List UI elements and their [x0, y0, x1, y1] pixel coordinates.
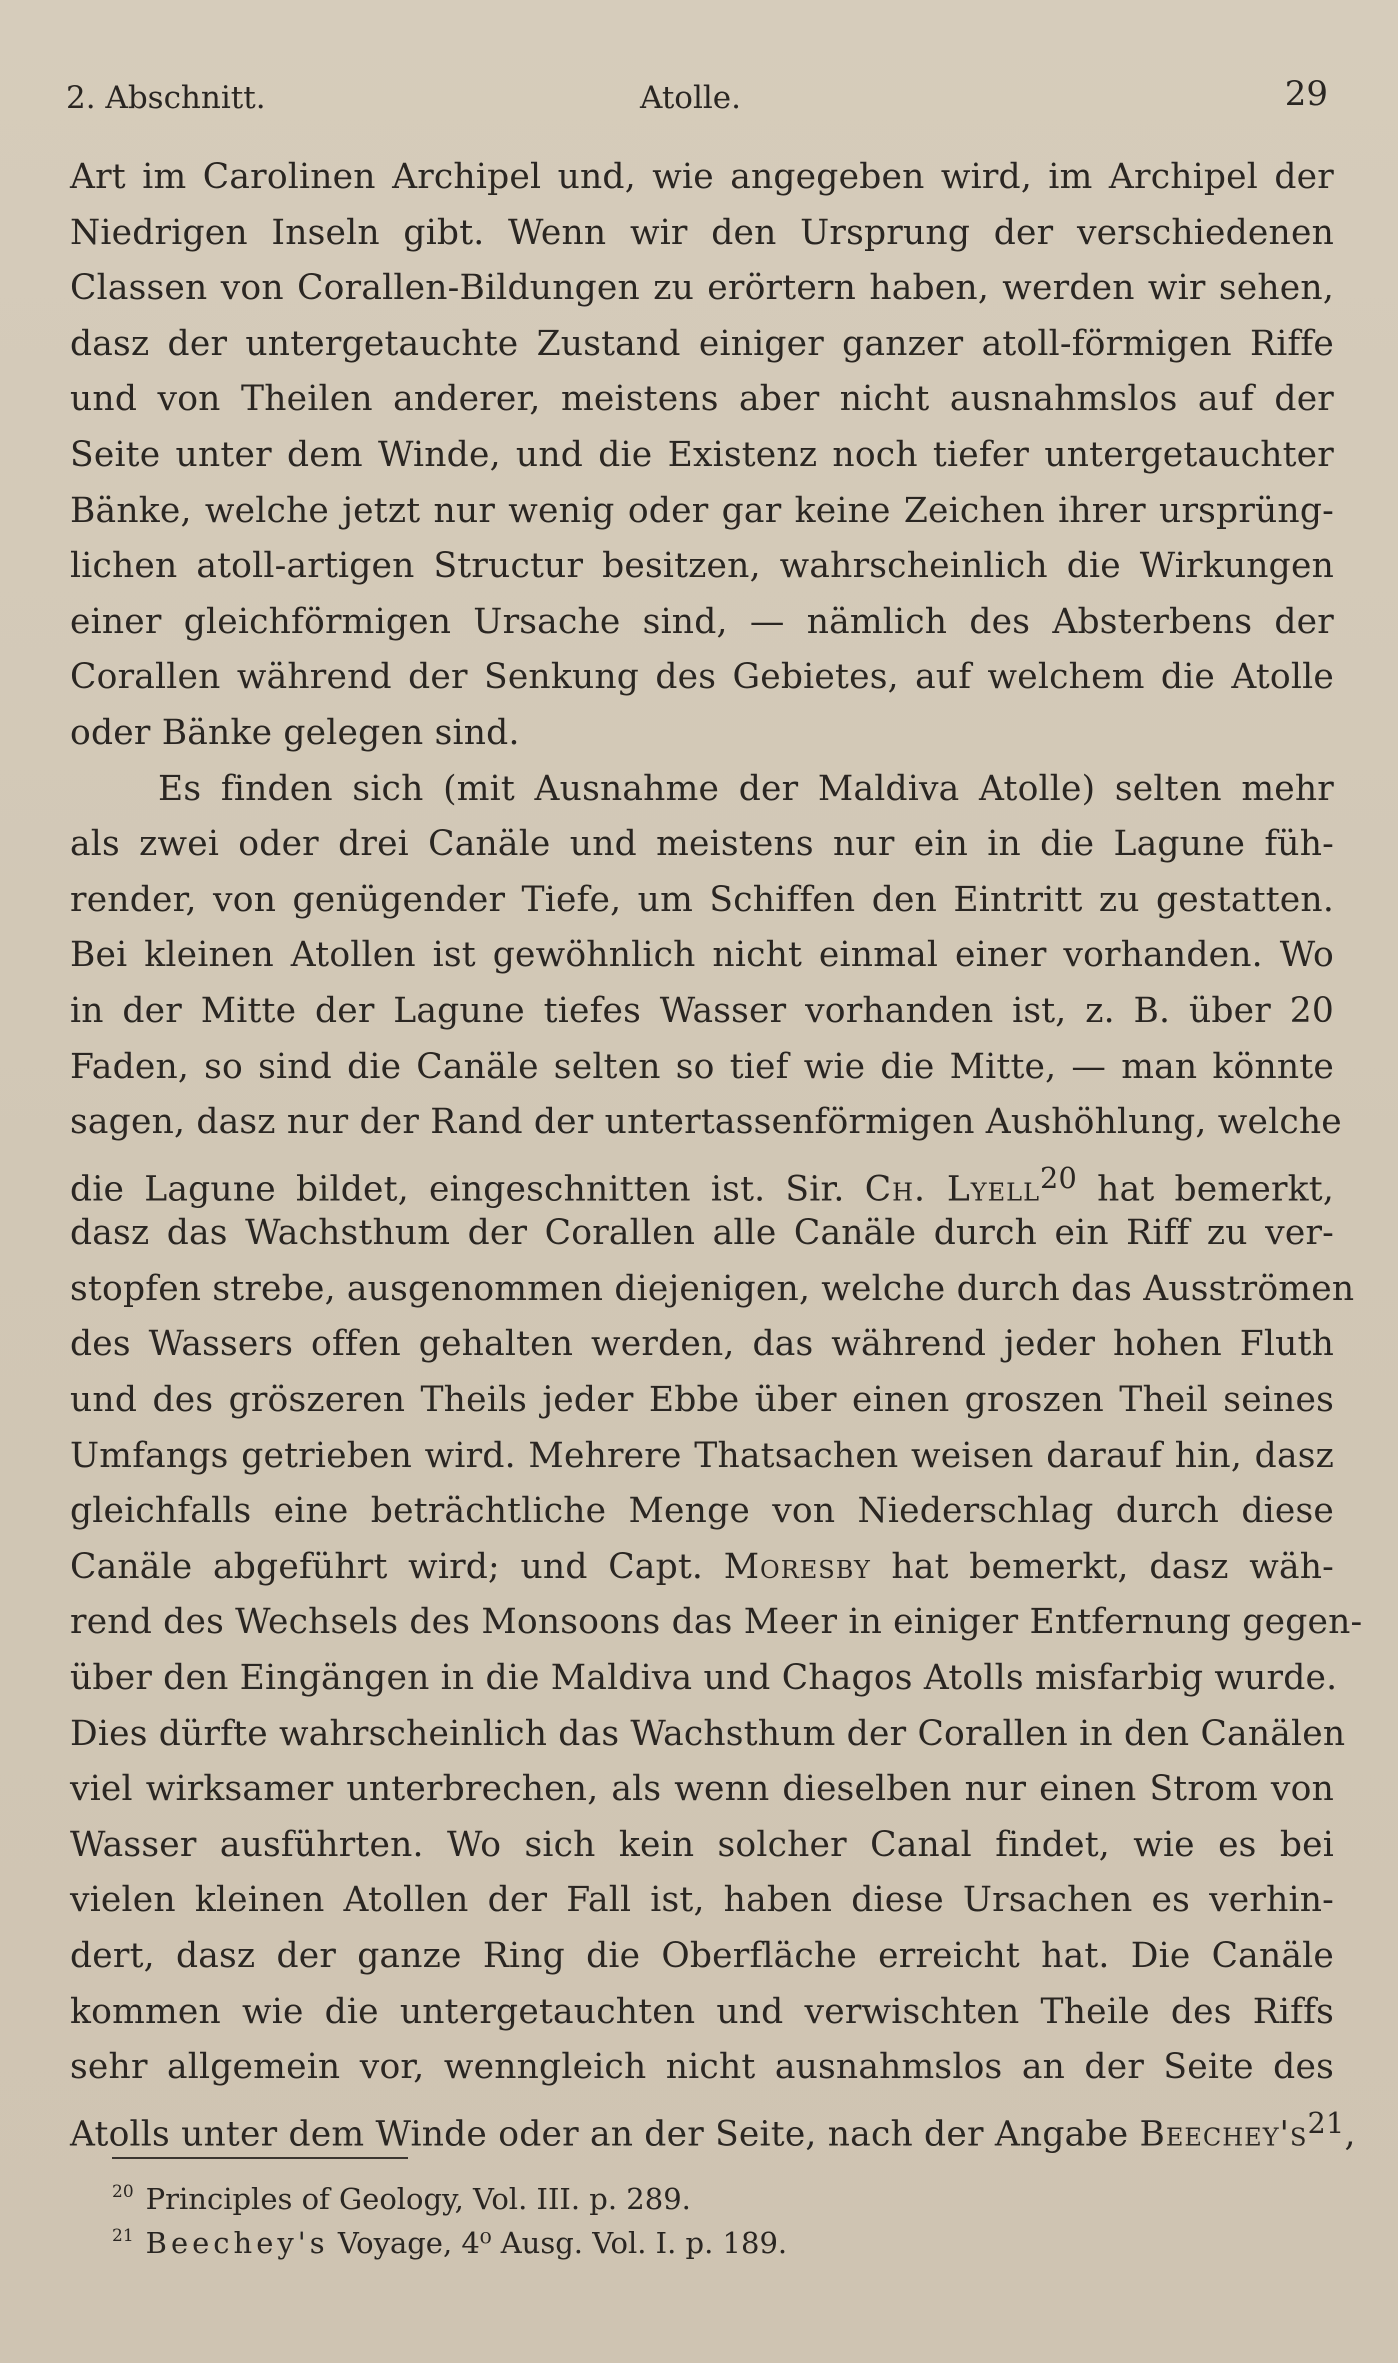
line-text: Canäle abgeführt wird; und Capt.	[70, 1546, 704, 1587]
text-line: in der Mitte der Lagune tiefes Wasser vorhanden ist, z. B. über 20	[70, 990, 1334, 1031]
text-line: als zwei oder drei Canäle und meistens nur ein in die Lagune füh-	[70, 824, 1334, 865]
footnote-mark: 20	[112, 2182, 134, 2202]
line-text: hat bemerkt, dasz wäh-	[891, 1546, 1335, 1587]
text-line: Corallen während der Senkung des Gebietes, auf welchem die Atolle	[70, 657, 1334, 698]
footnote	[112, 2170, 1212, 2214]
footnote-ref: 20	[1040, 1160, 1078, 1195]
text-line: Bänke, welche jetzt nur wenig oder gar keine Zeichen ihrer ursprüng-	[70, 490, 1334, 531]
text-line: sehr allgemein vor, wenngleich nicht ausnahmslos an der Seite des	[70, 2047, 1334, 2088]
text-line-with-citation	[70, 1151, 1334, 1210]
text-line: rend des Wechsels des Monsoons das Meer in einiger Entfernung gegen-	[70, 1602, 1363, 1643]
text-line-with-citation	[70, 2096, 1356, 2155]
footnote-author: Beechey's	[145, 2226, 329, 2260]
text-line: des Wassers offen gehalten werden, das während jeder hohen Fluth	[70, 1324, 1334, 1365]
line-text: die Lagune bildet, eingeschnitten ist. Sir.	[70, 1169, 845, 1210]
line-text: hat bemerkt,	[1097, 1169, 1334, 1210]
paragraph-start-line: Es finden sich (mit Ausnahme der Maldiva Atolle) selten mehr	[158, 768, 1334, 809]
footnotes	[112, 2170, 1212, 2258]
footnote-ref: 21	[1307, 2105, 1345, 2140]
section-label: 2. Abschnitt.	[66, 80, 266, 116]
line-text: Atolls unter dem Winde oder an der Seite, nach der Angabe	[70, 2114, 1129, 2155]
text-line: und von Theilen anderer, meistens aber nicht ausnahmslos auf der	[70, 379, 1334, 420]
text-line: dert, dasz der ganze Ring die Oberfläche erreicht hat. Die Canäle	[70, 1936, 1334, 1976]
text-line: Seite unter dem Winde, und die Existenz noch tiefer untergetauchter	[70, 434, 1334, 475]
author-name: Beechey's	[1139, 2114, 1308, 2155]
text-line: render, von genügender Tiefe, um Schiffen den Eintritt zu gestatten.	[70, 879, 1334, 920]
body-text	[70, 150, 1363, 2155]
text-line: Classen von Corallen-Bildungen zu erörtern haben, werden wir sehen,	[70, 268, 1334, 309]
text-line: und des gröszeren Theils jeder Ebbe über einen groszen Theil seines	[70, 1380, 1334, 1421]
text-line: vielen kleinen Atollen der Fall ist, haben diese Ursachen es verhin-	[70, 1880, 1334, 1921]
text-line: über den Eingängen in die Maldiva und Chagos Atolls misfarbig wurde.	[70, 1658, 1338, 1699]
text-line: Faden, so sind die Canäle selten so tief wie die Mitte, — man könnte	[70, 1046, 1334, 1087]
text-line-with-name	[70, 1540, 1334, 1596]
line-text: ,	[1344, 2114, 1356, 2155]
text-line: viel wirksamer unterbrechen, als wenn dieselben nur einen Strom von	[70, 1769, 1334, 1810]
text-line: stopfen strebe, ausgenommen diejenigen, welche durch das Ausströmen	[70, 1268, 1355, 1309]
text-line: Bei kleinen Atollen ist gewöhnlich nicht einmal einer vorhanden. Wo	[70, 935, 1334, 976]
author-name: Ch. Lyell	[864, 1169, 1041, 1210]
text-line: dasz der untergetauchte Zustand einiger ganzer atoll-förmigen Riffe	[70, 323, 1334, 364]
text-line: Niedrigen Inseln gibt. Wenn wir den Ursprung der verschiedenen	[70, 212, 1334, 253]
text-line: lichen atoll-artigen Structur besitzen, wahrscheinlich die Wirkungen	[70, 546, 1334, 587]
text-line: sagen, dasz nur der Rand der untertassenförmigen Aushöhlung, welche	[70, 1102, 1342, 1143]
text-line: Umfangs getrieben wird. Mehrere Thatsachen weisen darauf hin, dasz	[70, 1435, 1334, 1476]
text-line: Art im Carolinen Archipel und, wie angegeben wird, im Archipel der	[70, 157, 1334, 197]
text-line: Dies dürfte wahrscheinlich das Wachsthum der Corallen in den Canälen	[70, 1713, 1346, 1754]
footnote-text: Voyage, 4⁰ Ausg. Vol. I. p. 189.	[337, 2226, 788, 2260]
text-line: Wasser ausführten. Wo sich kein solcher Canal findet, wie es bei	[70, 1824, 1334, 1865]
author-name: Moresby	[723, 1546, 871, 1587]
text-line: kommen wie die untergetauchten und verwischten Theile des Riffs	[70, 1991, 1334, 2032]
text-line: dasz das Wachsthum der Corallen alle Canäle durch ein Riff zu ver-	[70, 1213, 1334, 1254]
page-number: 29	[1284, 74, 1328, 114]
footnote-mark: 21	[112, 2226, 134, 2246]
text-line: gleichfalls eine beträchtliche Menge von Niederschlag durch diese	[70, 1491, 1334, 1532]
text-line: einer gleichförmigen Ursache sind, — nämlich des Absterbens der	[70, 601, 1334, 642]
footnote-text: Principles of Geology, Vol. III. p. 289.	[145, 2182, 691, 2216]
footnote	[112, 2214, 1212, 2258]
chapter-title: Atolle.	[640, 80, 741, 116]
paragraph-end-line: oder Bänke gelegen sind.	[70, 712, 520, 753]
footnote-divider	[112, 2157, 408, 2159]
running-head	[66, 74, 1328, 130]
